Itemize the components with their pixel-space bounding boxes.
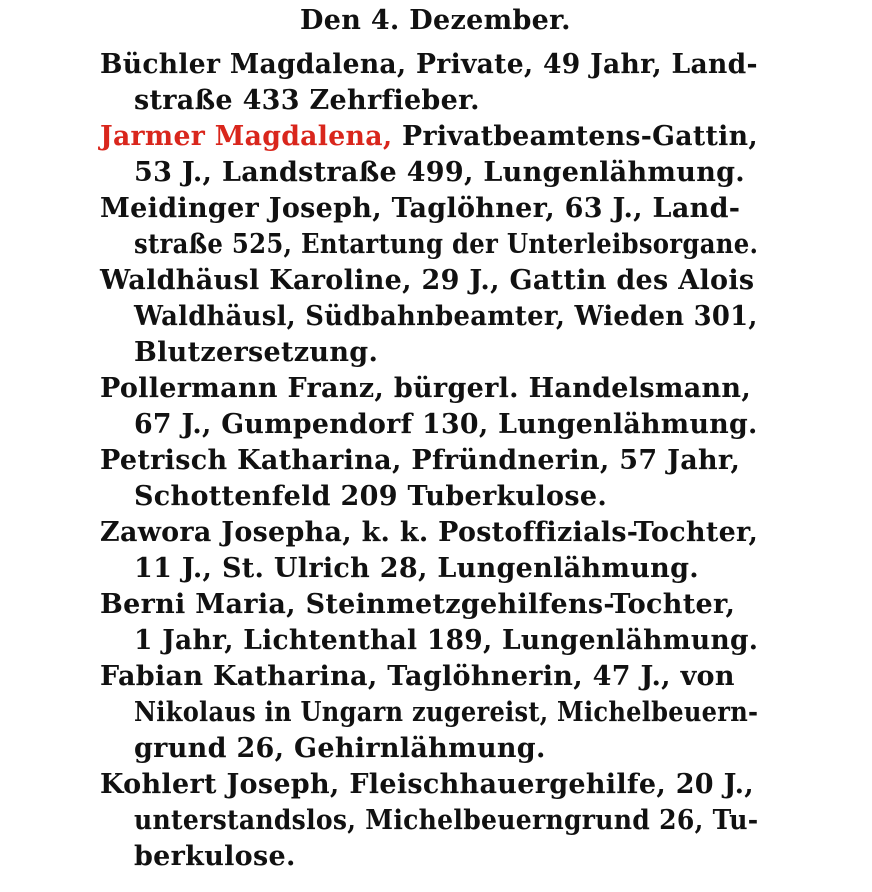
entry-4-line-3: Blutzersetzung.: [134, 337, 379, 368]
entry-8-name: Berni Maria,: [100, 589, 296, 620]
entry-3-name: Meidinger Joseph,: [100, 193, 382, 224]
entry-4-text-1: 29 J., Gattin des Alois: [421, 265, 755, 296]
entry-7-name: Zawora Josepha,: [100, 517, 352, 548]
entry-10-line-3: berkulose.: [134, 841, 296, 872]
entry-8-line-2: 1 Jahr, Lichtenthal 189, Lungenlähmung.: [134, 625, 759, 656]
entry-9-text-1: Taglöhnerin, 47 J., von: [387, 661, 735, 692]
entry-5-text-1: bürgerl. Handelsmann,: [393, 373, 752, 404]
entry-2-line-1: [100, 120, 758, 154]
entry-9-line-1: [100, 660, 735, 694]
entry-9-line-3: grund 26, Gehirnlähmung.: [134, 733, 546, 764]
entry-4-name: Waldhäusl Karoline,: [100, 265, 412, 296]
entry-4-line-2: Waldhäusl, Südbahnbeamter, Wieden 301,: [134, 301, 758, 332]
entry-6-text-1: Pfründnerin, 57 Jahr,: [411, 445, 741, 476]
entry-10-line-1: [100, 768, 754, 802]
entry-10-line-2: unterstandslos, Michelbeuerngrund 26, Tu-: [134, 805, 759, 836]
entry-5-name: Pollermann Franz,: [100, 373, 385, 404]
entry-5-line-2: 67 J., Gumpendorf 130, Lungenlähmung.: [134, 409, 758, 440]
entry-1-name: Büchler Magdalena,: [100, 49, 407, 80]
entry-1-line-2: straße 433 Zehrfieber.: [134, 85, 480, 116]
entry-9-line-2: Nikolaus in Ungarn zugereist, Michelbeuern-: [134, 697, 759, 728]
entry-7-text-1: k. k. Postoffizials-Tochter,: [361, 517, 759, 548]
entry-6-name: Petrisch Katharina,: [100, 445, 402, 476]
entry-7-line-2: 11 J., St. Ulrich 28, Lungenlähmung.: [134, 553, 699, 584]
entry-6-line-1: [100, 444, 740, 478]
entry-10-text-1: Fleischhauergehilfe, 20 J.,: [349, 769, 754, 800]
entry-6-line-2: Schottenfeld 209 Tuberkulose.: [134, 481, 608, 512]
entry-5-line-1: [100, 372, 751, 406]
entry-3-text-1: Taglöhner, 63 J., Land-: [391, 193, 741, 224]
entry-2-text-1: Privatbeamtens-Gattin,: [402, 121, 758, 152]
entry-10-name: Kohlert Joseph,: [100, 769, 340, 800]
entry-3-line-1: [100, 192, 740, 226]
entry-3-line-2: straße 525, Entartung der Unterleibsorgane.: [134, 229, 759, 260]
entry-1-line-1: [100, 48, 758, 82]
entry-2-line-2: 53 J., Landstraße 499, Lungenlähmung.: [134, 157, 746, 188]
entry-9-name: Fabian Katharina,: [100, 661, 378, 692]
entry-2-name-highlighted: Jarmer Magdalena,: [100, 121, 393, 152]
entry-4-line-1: [100, 264, 754, 298]
entry-8-text-1: Steinmetzgehilfens-Tochter,: [305, 589, 736, 620]
entry-1-text-1: Private, 49 Jahr, Land-: [416, 49, 758, 80]
entry-8-line-1: [100, 588, 735, 622]
entry-7-line-1: [100, 516, 758, 550]
date-heading: Den 4. Dezember.: [300, 5, 571, 36]
